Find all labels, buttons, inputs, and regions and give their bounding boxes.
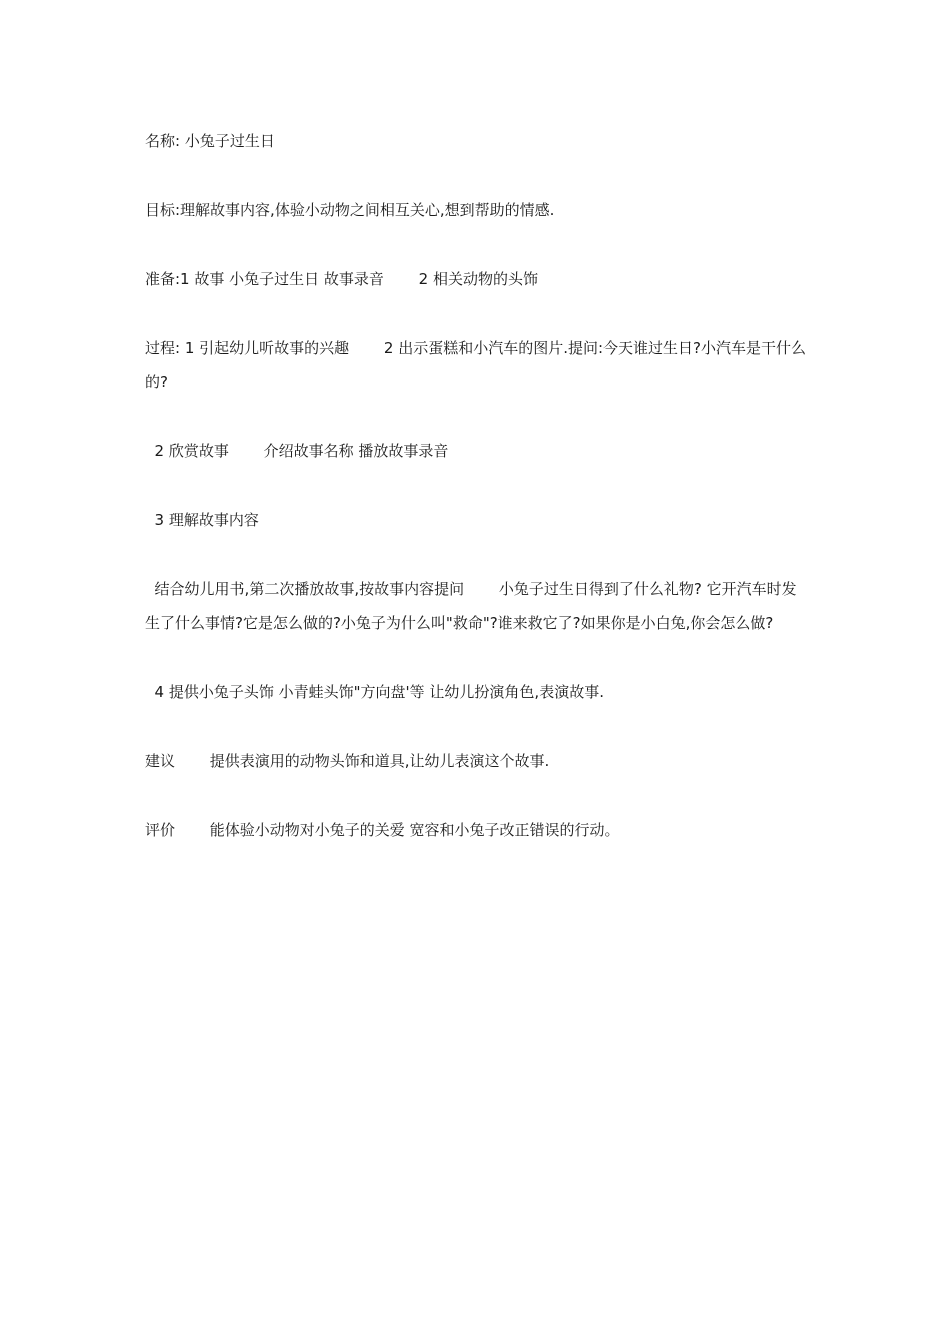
suggestion-line: 建议 提供表演用的动物头饰和道具,让幼儿表演这个故事. xyxy=(145,752,550,770)
document-body xyxy=(145,124,810,882)
preparation-line: 准备:1 故事 小兔子过生日 故事录音 2 相关动物的头饰 xyxy=(145,270,538,288)
evaluation-line: 评价 能体验小动物对小兔子的关爱 宽容和小兔子改正错误的行动。 xyxy=(145,821,620,839)
goal-line: 目标:理解故事内容,体验小动物之间相互关心,想到帮助的情感. xyxy=(145,201,555,219)
step-2-line: 2 欣赏故事 介绍故事名称 播放故事录音 xyxy=(145,442,449,460)
process-line: 过程: 1 引起幼儿听故事的兴趣 2 出示蛋糕和小汽车的图片.提问:今天谁过生日?小汽车是干什么的? xyxy=(145,339,807,391)
step-4-line: 4 提供小兔子头饰 小青蛙头饰"方向盘'等 让幼儿扮演角色,表演故事. xyxy=(145,683,604,701)
title-line: 名称: 小兔子过生日 xyxy=(145,132,275,150)
step-3-line: 3 理解故事内容 xyxy=(145,511,259,529)
step-3-questions: 结合幼儿用书,第二次播放故事,按故事内容提问 小兔子过生日得到了什么礼物? 它开汽车时发生了什么事情?它是怎么做的?小兔子为什么叫"救命"?谁来救它了?如果你是小白兔,你会怎么做? xyxy=(145,580,797,632)
